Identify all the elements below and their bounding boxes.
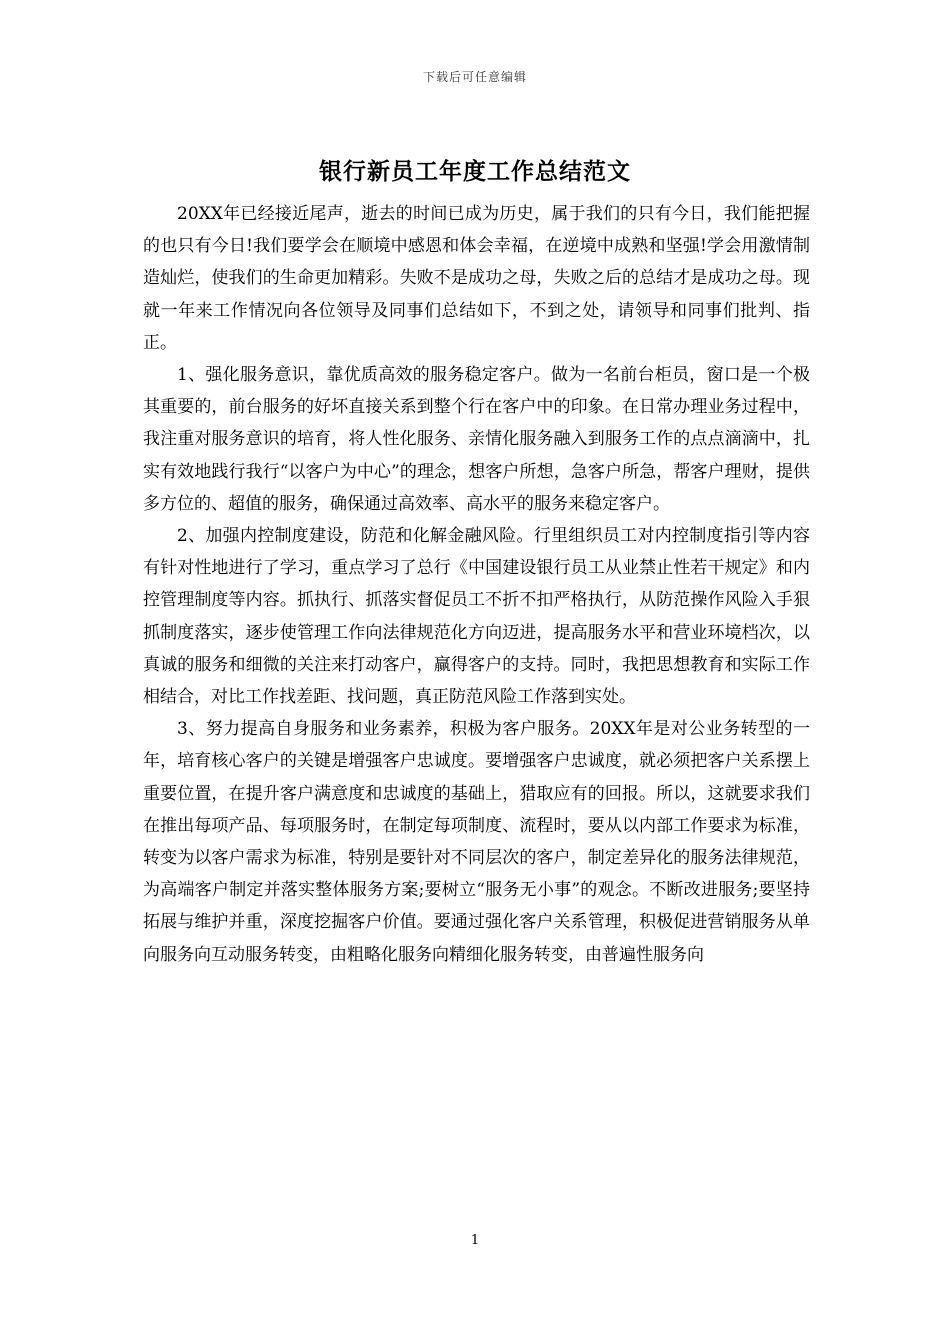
section-3-paragraph: 3、努力提高自身服务和业务素养，积极为客户服务。20XX年是对公业务转型的一年，培育核心客户的关键是增强客户忠诚度。要增强客户忠诚度，就必须把客户关系摆上重要位置，在提升客户满意度和忠诚度的基础上，猎取应有的回报。所以，这就要求我们在推出每项产品、每项服务时，在制定每项制度、流程时，要从以内部工作要求为标准，转变为以客户需求为标准，特别是要针对不同层次的客户，制定差异化的服务法律规范，为高端客户制定并落实整体服务方案;要树立“服务无小事”的观念。不断改进服务;要坚持拓展与维护并重，深度挖掘客户价值。要通过强化客户关系管理，积极促进营销服务从单向服务向互动服务转变，由粗略化服务向精细化服务转变，由普遍性服务向 <box>143 719 810 965</box>
section-2-paragraph: 2、加强内控制度建设，防范和化解金融风险。行里组织员工对内控制度指引等内容有针对性地进行了学习，重点学习了总行《中国建设银行员工从业禁止性若干规定》和内控管理制度等内容。抓执行、抓落实督促员工不折不扣严格执行，从防范操作风险入手狠抓制度落实，逐步使管理工作向法律规范化方向迈进，提高服务水平和营业环境档次，以真诚的服务和细微的关注来打动客户，赢得客户的支持。同时，我把思想教育和实际工作相结合，对比工作找差距、找问题，真正防范风险工作落到实处。 <box>143 526 810 708</box>
intro-paragraph: 20XX年已经接近尾声，逝去的时间已成为历史，属于我们的只有今日，我们能把握的也只有今日!我们要学会在顺境中感恩和体会幸福，在逆境中成熟和坚强!学会用激情制造灿烂，使我们的生命更加精彩。失败不是成功之母，失败之后的总结才是成功之母。现就一年来工作情况向各位领导及同事们总结如下，不到之处，请领导和同事们批判、指正。 <box>143 204 810 353</box>
document-body <box>143 198 810 971</box>
header-note: 下载后可任意编辑 <box>422 70 527 84</box>
page-number: 1 <box>470 1233 480 1248</box>
document-title: 银行新员工年度工作总结范文 <box>319 158 631 185</box>
section-1-paragraph: 1、强化服务意识，靠优质高效的服务稳定客户。做为一名前台柜员，窗口是一个极其重要的，前台服务的好坏直接关系到整个行在客户中的印象。在日常办理业务过程中，我注重对服务意识的培育，将人性化服务、亲情化服务融入到服务工作的点点滴滴中，扎实有效地践行我行“以客户为中心”的理念，想客户所想，急客户所急，帮客户理财，提供多方位的、超值的服务，确保通过高效率、高水平的服务来稳定客户。 <box>143 365 810 514</box>
